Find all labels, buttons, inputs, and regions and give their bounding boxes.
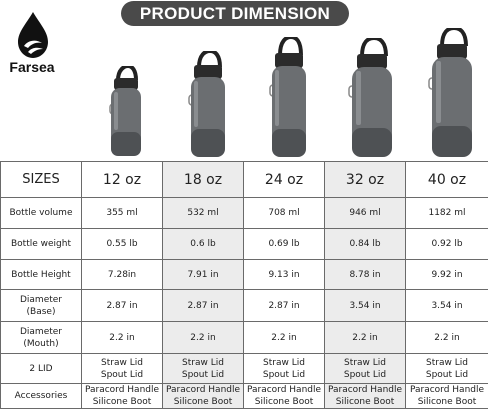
spec-row-label — [1, 322, 82, 354]
spec-row — [1, 322, 488, 354]
spec-value-line: Paracord Handle — [327, 385, 403, 395]
spec-value-line: Paracord Handle — [165, 385, 241, 395]
bottle-18oz-image — [183, 51, 229, 158]
bottle-32oz-image — [344, 38, 396, 158]
size-header-cell: 18 oz — [163, 162, 244, 198]
spec-value-cell — [82, 198, 163, 229]
spec-value-line: 9.92 in — [431, 269, 463, 280]
spec-value-cell — [163, 260, 244, 290]
spec-row-label — [1, 198, 82, 229]
spec-value-cell — [325, 384, 406, 409]
spec-value-cell — [244, 354, 325, 384]
spec-row-label-line: 2 LID — [29, 363, 53, 374]
spec-value-line: Straw Lid — [344, 357, 386, 368]
spec-value-line: Paracord Handle — [246, 385, 322, 395]
spec-value-cell — [82, 322, 163, 354]
size-header-cell: 40 oz — [406, 162, 488, 198]
spec-row-label — [1, 260, 82, 290]
spec-value-line: 3.54 in — [431, 300, 463, 311]
spec-value-cell — [406, 384, 488, 409]
spec-value-line: Spout Lid — [181, 369, 225, 380]
spec-value-cell — [82, 384, 163, 409]
spec-value-cell — [406, 198, 488, 229]
brand-name: Farsea — [9, 59, 55, 75]
spec-value-line: 0.69 lb — [268, 239, 300, 249]
spec-row — [1, 229, 488, 260]
spec-value-line: Straw Lid — [426, 357, 468, 368]
spec-value-line: Straw Lid — [101, 357, 143, 368]
spec-value-line: Spout Lid — [262, 369, 306, 380]
spec-value-cell — [325, 260, 406, 290]
spec-value-line: 2.87 in — [187, 300, 219, 311]
spec-value-line: 8.78 in — [349, 269, 381, 280]
spec-value-line: Spout Lid — [100, 369, 144, 380]
spec-row-label-line: (Base) — [26, 306, 56, 317]
spec-value-line: 3.54 in — [349, 300, 381, 311]
spec-value-cell — [163, 198, 244, 229]
spec-value-cell — [244, 290, 325, 322]
spec-value-line: Straw Lid — [263, 357, 305, 368]
spec-value-line: 0.55 lb — [106, 239, 138, 249]
spec-value-line: Paracord Handle — [409, 385, 485, 395]
spec-value-line: 0.92 lb — [431, 239, 463, 249]
spec-value-line: 946 ml — [349, 208, 381, 218]
spec-value-cell — [244, 384, 325, 409]
spec-value-cell — [244, 260, 325, 290]
spec-value-cell — [406, 354, 488, 384]
spec-value-cell — [82, 290, 163, 322]
spec-value-cell — [325, 290, 406, 322]
size-header-row — [1, 162, 488, 198]
spec-value-line: 2.2 in — [271, 332, 297, 343]
spec-value-cell — [325, 354, 406, 384]
spec-value-line: Spout Lid — [425, 369, 469, 380]
spec-row-label-line: Bottle weight — [11, 239, 71, 249]
spec-value-line: Silicone Boot — [417, 397, 477, 407]
spec-value-cell — [325, 229, 406, 260]
spec-row-label — [1, 290, 82, 322]
spec-value-cell — [244, 322, 325, 354]
spec-value-line: Silicone Boot — [173, 397, 233, 407]
bottle-12oz-image — [104, 66, 144, 158]
spec-value-line: 7.91 in — [187, 269, 219, 280]
bottle-lineup — [0, 0, 488, 160]
spec-row — [1, 198, 488, 229]
spec-value-cell — [163, 384, 244, 409]
spec-row — [1, 260, 488, 290]
spec-value-cell — [82, 229, 163, 260]
spec-value-line: 9.13 in — [268, 269, 300, 280]
spec-value-line: 2.2 in — [434, 332, 460, 343]
spec-row-label — [1, 384, 82, 409]
spec-value-cell — [325, 322, 406, 354]
spec-value-line: 2.2 in — [109, 332, 135, 343]
spec-value-line: Silicone Boot — [335, 397, 395, 407]
spec-value-cell — [325, 198, 406, 229]
spec-value-line: 355 ml — [106, 208, 138, 218]
spec-value-cell — [82, 260, 163, 290]
spec-row-label-line: Diameter — [19, 326, 63, 337]
bottle-40oz-image — [424, 28, 476, 158]
spec-value-line: 0.6 lb — [190, 239, 216, 249]
spec-value-line: Silicone Boot — [254, 397, 314, 407]
spec-value-cell — [406, 229, 488, 260]
spec-row-label-line: Bottle volume — [9, 208, 73, 218]
spec-row — [1, 354, 488, 384]
spec-row — [1, 290, 488, 322]
spec-row-label-line: Accessories — [14, 391, 68, 401]
spec-value-cell — [163, 322, 244, 354]
spec-row-label-line: Diameter — [19, 294, 63, 305]
spec-value-line: 708 ml — [268, 208, 300, 218]
spec-value-line: Straw Lid — [182, 357, 224, 368]
product-dimension-table — [0, 161, 488, 409]
size-header-cell: 32 oz — [325, 162, 406, 198]
spec-value-cell — [82, 354, 163, 384]
spec-value-cell — [406, 322, 488, 354]
product-dimension-banner: PRODUCT DIMENSION — [121, 1, 349, 26]
spec-value-line: 2.2 in — [352, 332, 378, 343]
size-header-cell: 24 oz — [244, 162, 325, 198]
sizes-header-label: SIZES — [1, 162, 82, 198]
spec-value-cell — [406, 260, 488, 290]
spec-value-cell — [406, 290, 488, 322]
spec-value-line: Silicone Boot — [92, 397, 152, 407]
spec-value-line: 7.28in — [107, 269, 137, 280]
spec-row — [1, 384, 488, 409]
spec-value-line: Paracord Handle — [84, 385, 160, 395]
size-header-cell: 12 oz — [82, 162, 163, 198]
spec-value-line: 0.84 lb — [349, 239, 381, 249]
spec-value-cell — [163, 229, 244, 260]
spec-value-line: 2.87 in — [268, 300, 300, 311]
spec-value-cell — [244, 198, 325, 229]
spec-value-cell — [244, 229, 325, 260]
bottle-24oz-image — [264, 37, 310, 158]
spec-row-label — [1, 354, 82, 384]
spec-value-line: 2.87 in — [106, 300, 138, 311]
spec-value-line: 1182 ml — [428, 208, 466, 218]
spec-value-cell — [163, 290, 244, 322]
spec-value-line: 532 ml — [187, 208, 219, 218]
spec-value-cell — [163, 354, 244, 384]
spec-value-line: Spout Lid — [343, 369, 387, 380]
spec-row-label-line: (Mouth) — [23, 338, 59, 349]
spec-value-line: 2.2 in — [190, 332, 216, 343]
spec-row-label-line: Bottle Height — [11, 269, 71, 280]
spec-row-label — [1, 229, 82, 260]
